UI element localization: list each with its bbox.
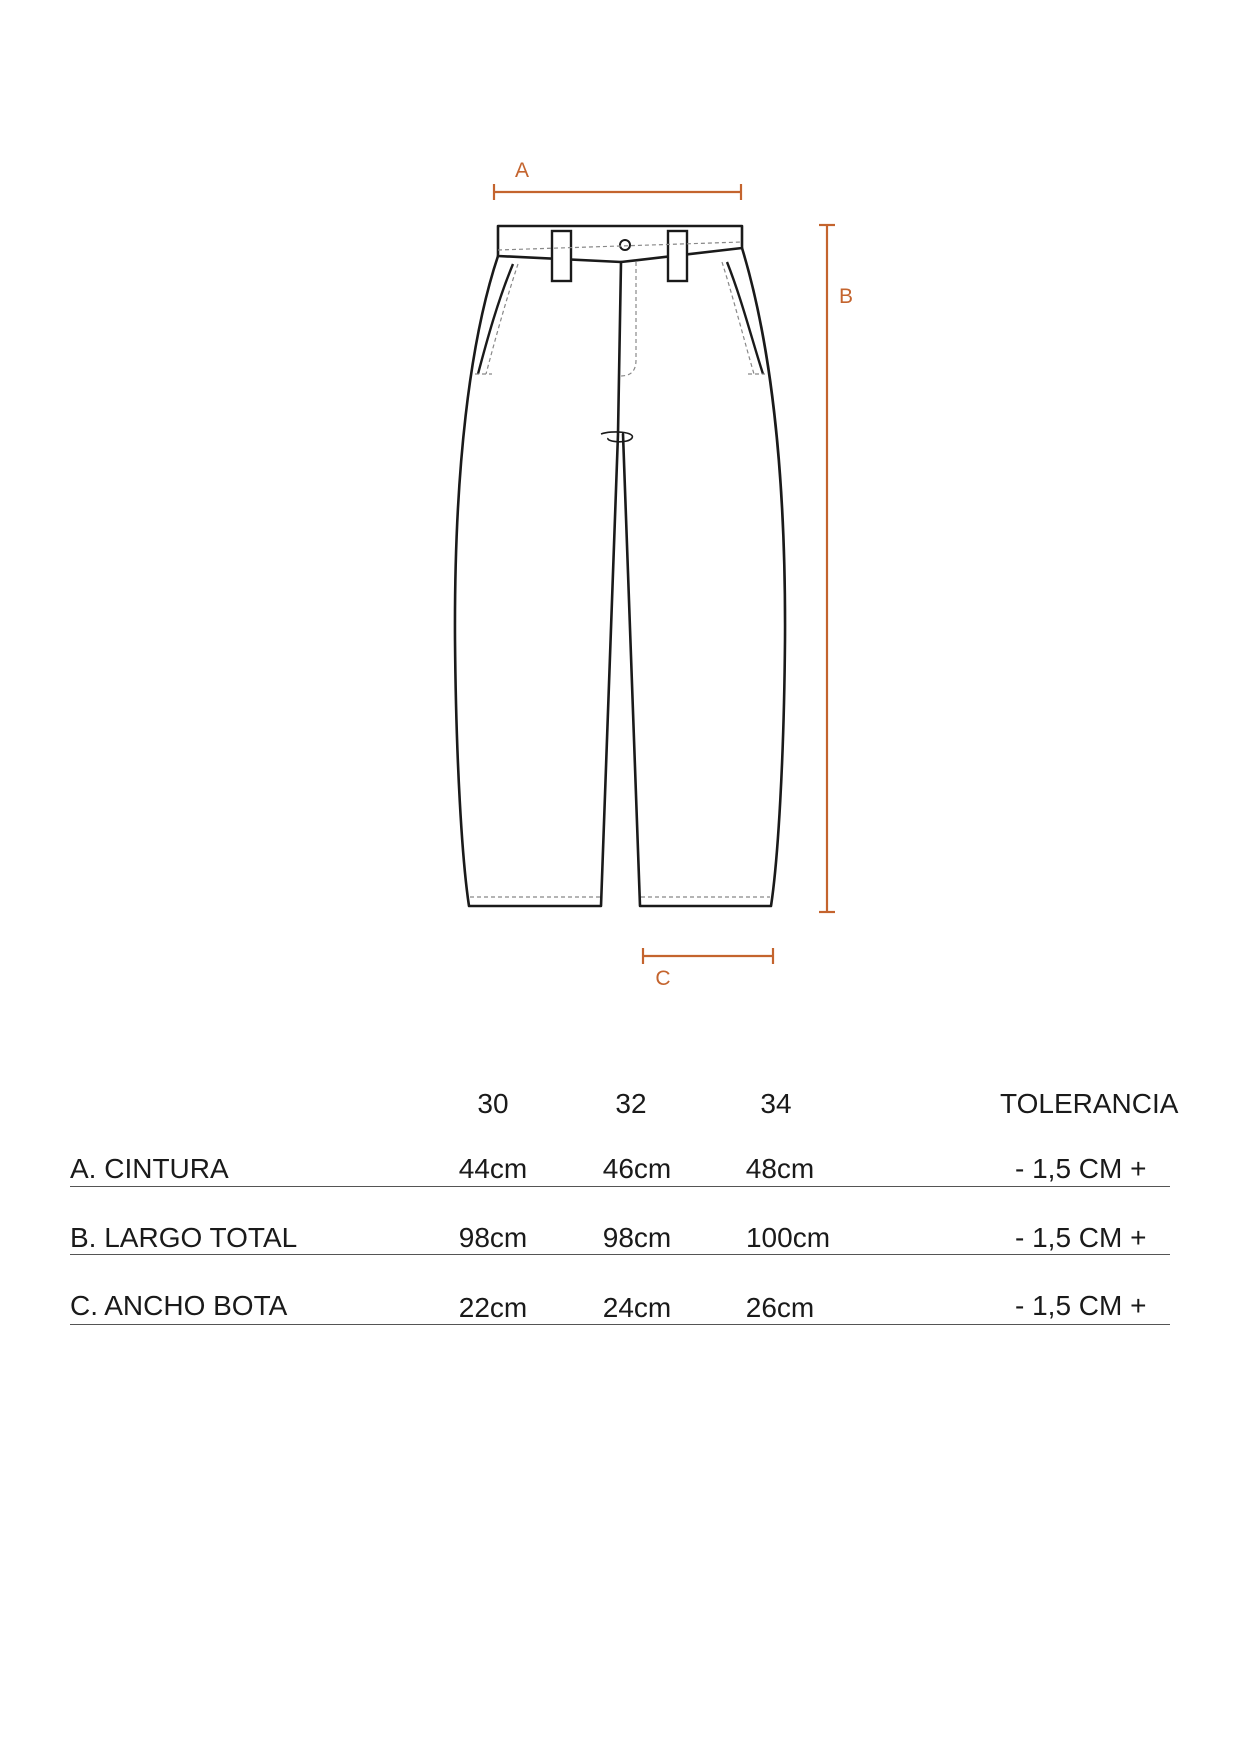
tolerance-cintura: - 1,5 CM + xyxy=(1015,1153,1147,1184)
header-size-34: 34 xyxy=(760,1088,792,1119)
tolerance-largo-total: - 1,5 CM + xyxy=(1015,1222,1147,1253)
dimension-a xyxy=(494,184,741,200)
header-size-30: 30 xyxy=(477,1088,509,1119)
value-largo-34: 100cm xyxy=(745,1222,831,1253)
row-label-largo-total: B. LARGO TOTAL xyxy=(70,1222,298,1253)
dimension-b xyxy=(819,225,835,912)
header-size-32: 32 xyxy=(615,1088,647,1119)
value-largo-32: 98cm xyxy=(602,1222,672,1253)
value-largo-30: 98cm xyxy=(458,1222,528,1253)
row-divider xyxy=(70,1324,1170,1325)
tolerance-ancho-bota: - 1,5 CM + xyxy=(1015,1290,1147,1321)
value-cintura-34: 48cm xyxy=(745,1153,815,1184)
value-ancho-34: 26cm xyxy=(745,1292,815,1323)
value-ancho-30: 22cm xyxy=(458,1292,528,1323)
value-cintura-30: 44cm xyxy=(458,1153,528,1184)
button-icon xyxy=(620,240,630,250)
header-tolerance: TOLERANCIA xyxy=(1000,1088,1179,1119)
value-ancho-32: 24cm xyxy=(602,1292,672,1323)
dimension-c-label: C xyxy=(655,967,671,990)
value-cintura-32: 46cm xyxy=(602,1153,672,1184)
row-divider xyxy=(70,1186,1170,1187)
row-label-cintura: A. CINTURA xyxy=(70,1153,229,1184)
row-divider xyxy=(70,1254,1170,1255)
pants-outline xyxy=(455,226,785,906)
dimension-a-label: A xyxy=(514,159,530,182)
dimension-b-label: B xyxy=(838,285,854,308)
dimension-c xyxy=(643,948,773,964)
row-label-ancho-bota: C. ANCHO BOTA xyxy=(70,1290,288,1321)
